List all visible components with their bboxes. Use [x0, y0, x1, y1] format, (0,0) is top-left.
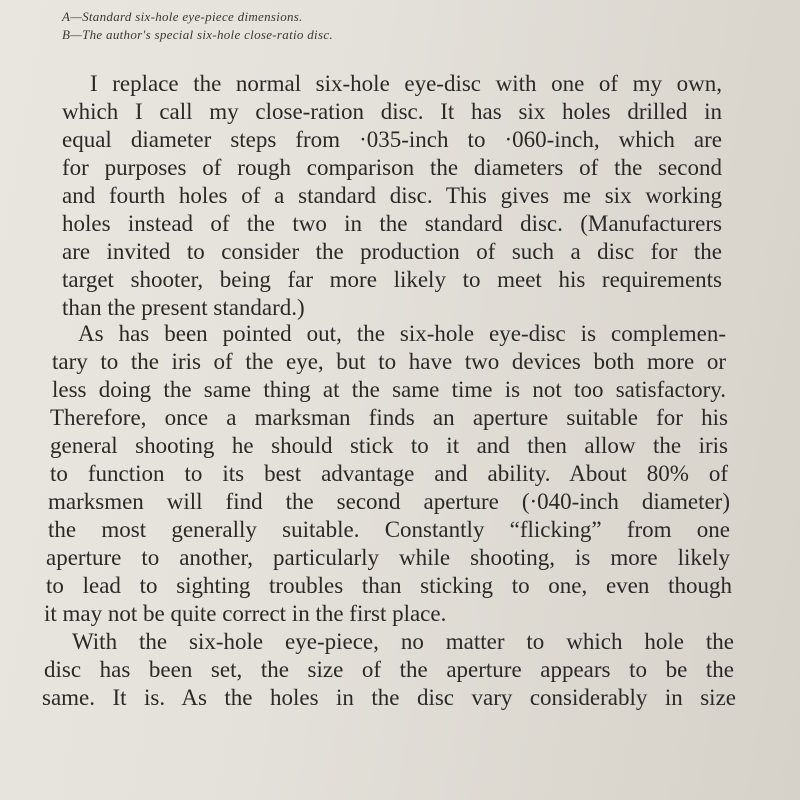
paragraph-1-line-4: for purposes of rough comparison the diameters of the second: [62, 155, 722, 180]
paragraph-1-line-2: which I call my close-ration disc. It has six holes drilled in: [62, 99, 722, 124]
paragraph-2-line-7: marksmen will find the second aperture (·040-inch diameter): [48, 489, 730, 514]
paragraph-1-line-5: and fourth holes of a standard disc. This gives me six working: [62, 183, 722, 208]
paragraph-2-line-1: As has been pointed out, the six-hole eye-disc is complemen-: [78, 321, 726, 346]
paragraph-1-line-6: holes instead of the two in the standard disc. (Manufacturers: [62, 211, 722, 236]
paragraph-3-line-2: disc has been set, the size of the aperture appears to be the: [44, 657, 734, 682]
paragraph-2-line-5: general shooting he should stick to it and then allow the iris: [50, 433, 728, 458]
paragraph-1-line-7: are invited to consider the production of such a disc for the: [62, 239, 722, 264]
paragraph-1-line-1: I replace the normal six-hole eye-disc with one of my own,: [90, 71, 722, 96]
paragraph-2-line-3: less doing the same thing at the same time is not too satisfactory.: [52, 377, 726, 402]
paragraph-2-line-9: aperture to another, particularly while shooting, is more likely: [46, 545, 730, 570]
paragraph-2-line-10: to lead to sighting troubles than sticking to one, even though: [46, 573, 732, 598]
paragraph-1-line-9: than the present standard.): [62, 295, 305, 320]
paragraph-2-line-8: the most generally suitable. Constantly “flicking” from one: [48, 517, 730, 542]
paragraph-2-line-4: Therefore, once a marksman finds an aperture suitable for his: [50, 405, 728, 430]
caption-b: B—The author's special six-hole close-ratio disc.: [62, 27, 333, 42]
caption-a: A—Standard six-hole eye-piece dimensions.: [62, 9, 303, 24]
paragraph-1-line-8: target shooter, being far more likely to meet his requirements: [62, 267, 722, 292]
paragraph-1-line-3: equal diameter steps from ·035-inch to ·060-inch, which are: [62, 127, 722, 152]
paragraph-2-line-6: to function to its best advantage and ability. About 80% of: [50, 461, 728, 486]
paragraph-2-line-11: it may not be quite correct in the first place.: [44, 601, 447, 626]
paragraph-2-line-2: tary to the iris of the eye, but to have two devices both more or: [52, 349, 726, 374]
paragraph-3-line-1: With the six-hole eye-piece, no matter to which hole the: [72, 629, 734, 654]
figure-captions: [62, 8, 333, 44]
paragraph-3-line-3: same. It is. As the holes in the disc vary considerably in size: [42, 685, 736, 710]
